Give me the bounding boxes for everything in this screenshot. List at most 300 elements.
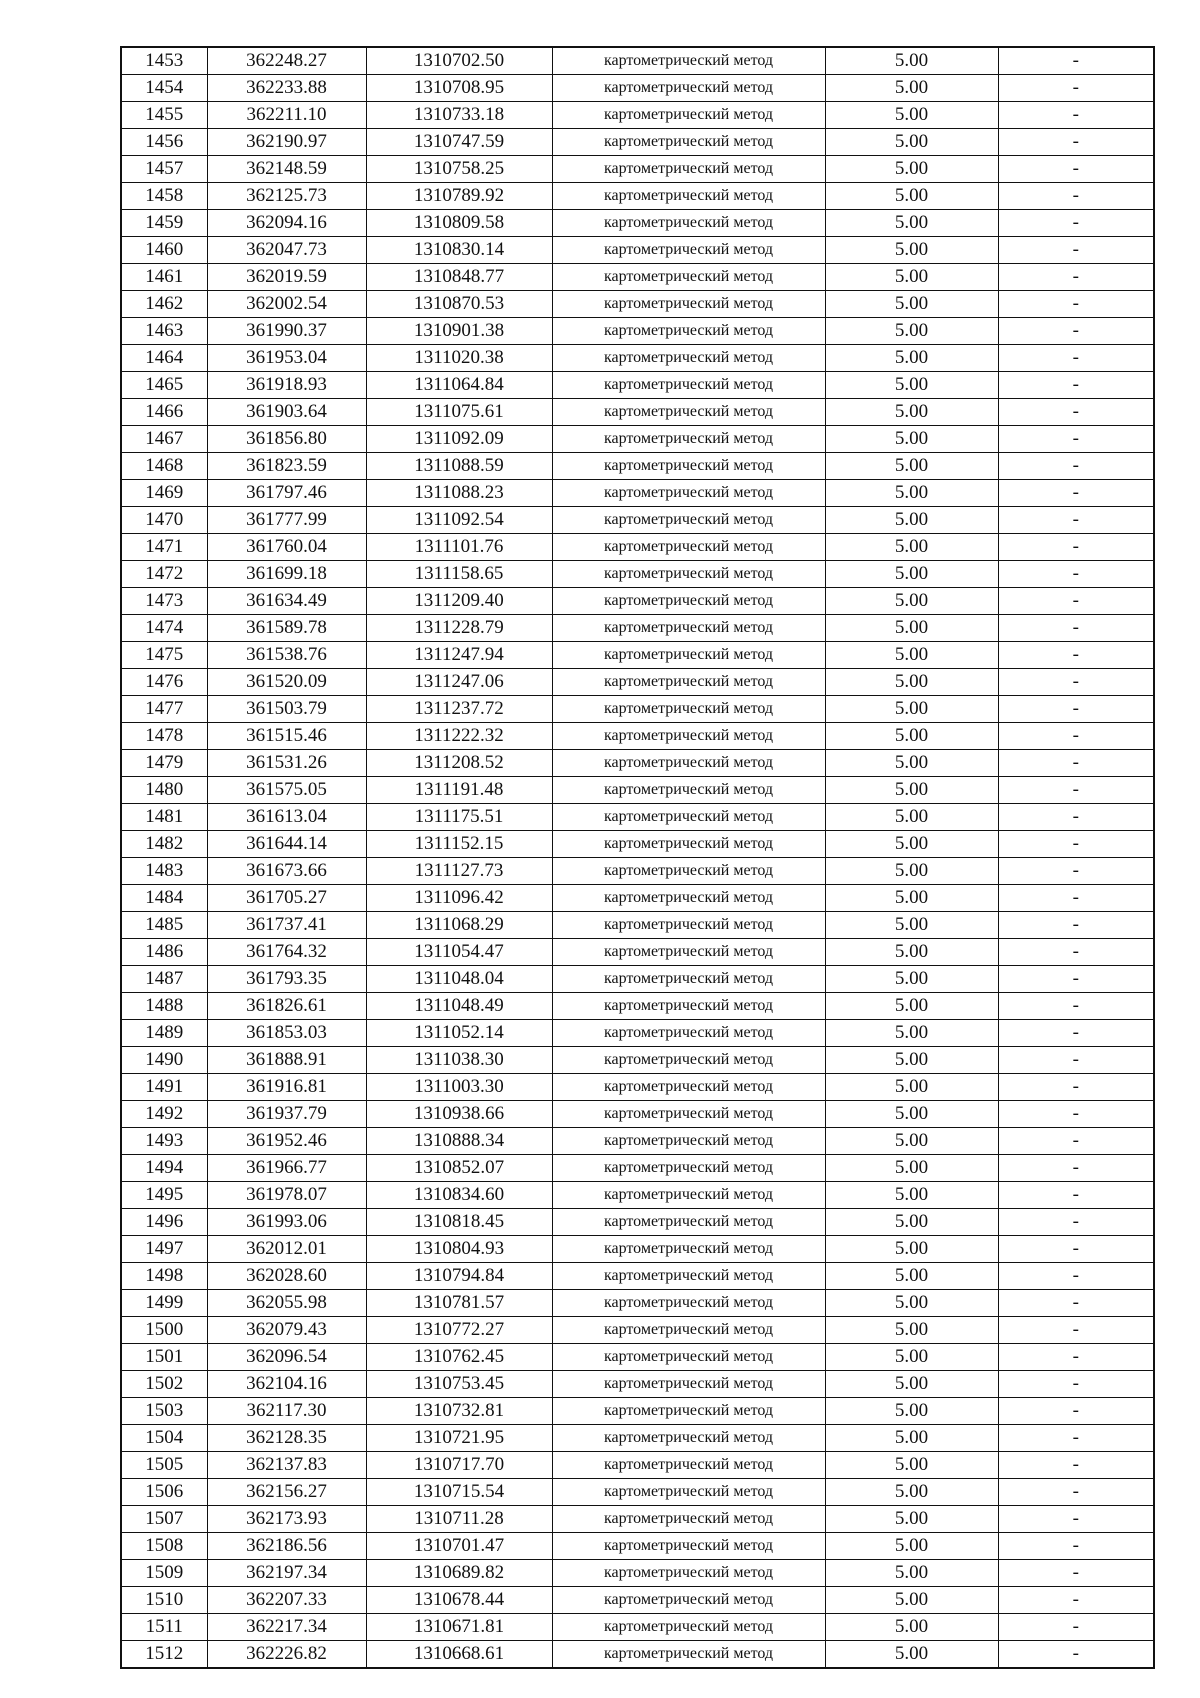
- point-number-cell: 1459: [121, 210, 207, 237]
- accuracy-cell: 5.00: [825, 696, 998, 723]
- y-coordinate-cell: 1310689.82: [366, 1560, 552, 1587]
- accuracy-cell: 5.00: [825, 723, 998, 750]
- point-number-cell: 1477: [121, 696, 207, 723]
- table-row: [121, 723, 1154, 750]
- method-cell: картометрический метод: [552, 1182, 825, 1209]
- method-cell: картометрический метод: [552, 939, 825, 966]
- method-cell: картометрический метод: [552, 696, 825, 723]
- point-number-cell: 1461: [121, 264, 207, 291]
- note-cell: -: [998, 129, 1154, 156]
- table-row: [121, 804, 1154, 831]
- accuracy-cell: 5.00: [825, 507, 998, 534]
- accuracy-cell: 5.00: [825, 1128, 998, 1155]
- table-row: [121, 777, 1154, 804]
- method-cell: картометрический метод: [552, 1344, 825, 1371]
- x-coordinate-cell: 362137.83: [207, 1452, 366, 1479]
- point-number-cell: 1453: [121, 47, 207, 75]
- accuracy-cell: 5.00: [825, 669, 998, 696]
- accuracy-cell: 5.00: [825, 1182, 998, 1209]
- note-cell: -: [998, 1290, 1154, 1317]
- method-cell: картометрический метод: [552, 1236, 825, 1263]
- table-row: [121, 129, 1154, 156]
- table-row: [121, 1479, 1154, 1506]
- method-cell: картометрический метод: [552, 426, 825, 453]
- point-number-cell: 1497: [121, 1236, 207, 1263]
- method-cell: картометрический метод: [552, 804, 825, 831]
- x-coordinate-cell: 361644.14: [207, 831, 366, 858]
- table-row: [121, 1506, 1154, 1533]
- point-number-cell: 1501: [121, 1344, 207, 1371]
- point-number-cell: 1509: [121, 1560, 207, 1587]
- table-row: [121, 264, 1154, 291]
- method-cell: картометрический метод: [552, 183, 825, 210]
- x-coordinate-cell: 361990.37: [207, 318, 366, 345]
- accuracy-cell: 5.00: [825, 264, 998, 291]
- x-coordinate-cell: 361853.03: [207, 1020, 366, 1047]
- x-coordinate-cell: 361673.66: [207, 858, 366, 885]
- table-row: [121, 1074, 1154, 1101]
- note-cell: -: [998, 615, 1154, 642]
- x-coordinate-cell: 361520.09: [207, 669, 366, 696]
- y-coordinate-cell: 1310721.95: [366, 1425, 552, 1452]
- table-body: [121, 47, 1154, 1668]
- accuracy-cell: 5.00: [825, 372, 998, 399]
- table-row: [121, 1155, 1154, 1182]
- table-row: [121, 1290, 1154, 1317]
- table-row: [121, 534, 1154, 561]
- method-cell: картометрический метод: [552, 1506, 825, 1533]
- point-number-cell: 1500: [121, 1317, 207, 1344]
- y-coordinate-cell: 1310772.27: [366, 1317, 552, 1344]
- method-cell: картометрический метод: [552, 1074, 825, 1101]
- note-cell: -: [998, 372, 1154, 399]
- table-row: [121, 75, 1154, 102]
- table-row: [121, 885, 1154, 912]
- point-number-cell: 1454: [121, 75, 207, 102]
- note-cell: -: [998, 588, 1154, 615]
- table-row: [121, 426, 1154, 453]
- y-coordinate-cell: 1310762.45: [366, 1344, 552, 1371]
- note-cell: -: [998, 939, 1154, 966]
- table-row: [121, 1020, 1154, 1047]
- x-coordinate-cell: 362217.34: [207, 1614, 366, 1641]
- table-row: [121, 1398, 1154, 1425]
- point-number-cell: 1503: [121, 1398, 207, 1425]
- accuracy-cell: 5.00: [825, 47, 998, 75]
- point-number-cell: 1476: [121, 669, 207, 696]
- accuracy-cell: 5.00: [825, 129, 998, 156]
- table-row: [121, 183, 1154, 210]
- point-number-cell: 1492: [121, 1101, 207, 1128]
- accuracy-cell: 5.00: [825, 858, 998, 885]
- table-row: [121, 696, 1154, 723]
- x-coordinate-cell: 362248.27: [207, 47, 366, 75]
- accuracy-cell: 5.00: [825, 939, 998, 966]
- method-cell: картометрический метод: [552, 669, 825, 696]
- method-cell: картометрический метод: [552, 993, 825, 1020]
- y-coordinate-cell: 1311209.40: [366, 588, 552, 615]
- accuracy-cell: 5.00: [825, 399, 998, 426]
- y-coordinate-cell: 1310870.53: [366, 291, 552, 318]
- y-coordinate-cell: 1311222.32: [366, 723, 552, 750]
- point-number-cell: 1475: [121, 642, 207, 669]
- table-row: [121, 318, 1154, 345]
- y-coordinate-cell: 1311158.65: [366, 561, 552, 588]
- x-coordinate-cell: 361575.05: [207, 777, 366, 804]
- method-cell: картометрический метод: [552, 480, 825, 507]
- note-cell: -: [998, 1263, 1154, 1290]
- accuracy-cell: 5.00: [825, 1425, 998, 1452]
- method-cell: картометрический метод: [552, 1047, 825, 1074]
- x-coordinate-cell: 361764.32: [207, 939, 366, 966]
- note-cell: -: [998, 885, 1154, 912]
- method-cell: картометрический метод: [552, 264, 825, 291]
- table-row: [121, 480, 1154, 507]
- table-row: [121, 1236, 1154, 1263]
- table-row: [121, 345, 1154, 372]
- note-cell: -: [998, 1128, 1154, 1155]
- accuracy-cell: 5.00: [825, 75, 998, 102]
- note-cell: -: [998, 1317, 1154, 1344]
- x-coordinate-cell: 361613.04: [207, 804, 366, 831]
- y-coordinate-cell: 1310781.57: [366, 1290, 552, 1317]
- x-coordinate-cell: 361978.07: [207, 1182, 366, 1209]
- x-coordinate-cell: 362207.33: [207, 1587, 366, 1614]
- point-number-cell: 1469: [121, 480, 207, 507]
- point-number-cell: 1511: [121, 1614, 207, 1641]
- method-cell: картометрический метод: [552, 831, 825, 858]
- y-coordinate-cell: 1310758.25: [366, 156, 552, 183]
- y-coordinate-cell: 1310804.93: [366, 1236, 552, 1263]
- y-coordinate-cell: 1311175.51: [366, 804, 552, 831]
- y-coordinate-cell: 1311096.42: [366, 885, 552, 912]
- method-cell: картометрический метод: [552, 966, 825, 993]
- table-row: [121, 1101, 1154, 1128]
- method-cell: картометрический метод: [552, 615, 825, 642]
- table-row: [121, 615, 1154, 642]
- x-coordinate-cell: 362047.73: [207, 237, 366, 264]
- y-coordinate-cell: 1310701.47: [366, 1533, 552, 1560]
- x-coordinate-cell: 362156.27: [207, 1479, 366, 1506]
- method-cell: картометрический метод: [552, 1614, 825, 1641]
- x-coordinate-cell: 362186.56: [207, 1533, 366, 1560]
- note-cell: -: [998, 912, 1154, 939]
- point-number-cell: 1507: [121, 1506, 207, 1533]
- y-coordinate-cell: 1310702.50: [366, 47, 552, 75]
- point-number-cell: 1467: [121, 426, 207, 453]
- x-coordinate-cell: 362104.16: [207, 1371, 366, 1398]
- point-number-cell: 1499: [121, 1290, 207, 1317]
- y-coordinate-cell: 1310708.95: [366, 75, 552, 102]
- y-coordinate-cell: 1310848.77: [366, 264, 552, 291]
- x-coordinate-cell: 362211.10: [207, 102, 366, 129]
- point-number-cell: 1506: [121, 1479, 207, 1506]
- method-cell: картометрический метод: [552, 1560, 825, 1587]
- table-row: [121, 237, 1154, 264]
- y-coordinate-cell: 1311064.84: [366, 372, 552, 399]
- x-coordinate-cell: 361797.46: [207, 480, 366, 507]
- method-cell: картометрический метод: [552, 1155, 825, 1182]
- table-row: [121, 372, 1154, 399]
- accuracy-cell: 5.00: [825, 642, 998, 669]
- point-number-cell: 1510: [121, 1587, 207, 1614]
- y-coordinate-cell: 1311208.52: [366, 750, 552, 777]
- accuracy-cell: 5.00: [825, 1587, 998, 1614]
- table-row: [121, 1587, 1154, 1614]
- table-row: [121, 210, 1154, 237]
- table-row: [121, 750, 1154, 777]
- method-cell: картометрический метод: [552, 453, 825, 480]
- note-cell: -: [998, 1587, 1154, 1614]
- x-coordinate-cell: 362226.82: [207, 1641, 366, 1669]
- point-number-cell: 1457: [121, 156, 207, 183]
- note-cell: -: [998, 1074, 1154, 1101]
- accuracy-cell: 5.00: [825, 588, 998, 615]
- x-coordinate-cell: 361531.26: [207, 750, 366, 777]
- point-number-cell: 1496: [121, 1209, 207, 1236]
- x-coordinate-cell: 362012.01: [207, 1236, 366, 1263]
- accuracy-cell: 5.00: [825, 237, 998, 264]
- method-cell: картометрический метод: [552, 1425, 825, 1452]
- point-number-cell: 1472: [121, 561, 207, 588]
- accuracy-cell: 5.00: [825, 318, 998, 345]
- method-cell: картометрический метод: [552, 1101, 825, 1128]
- note-cell: -: [998, 1155, 1154, 1182]
- table-row: [121, 1560, 1154, 1587]
- table-row: [121, 1614, 1154, 1641]
- accuracy-cell: 5.00: [825, 1533, 998, 1560]
- table-row: [121, 939, 1154, 966]
- note-cell: -: [998, 534, 1154, 561]
- y-coordinate-cell: 1310711.28: [366, 1506, 552, 1533]
- accuracy-cell: 5.00: [825, 1209, 998, 1236]
- x-coordinate-cell: 361952.46: [207, 1128, 366, 1155]
- table-row: [121, 1371, 1154, 1398]
- note-cell: -: [998, 858, 1154, 885]
- point-number-cell: 1495: [121, 1182, 207, 1209]
- accuracy-cell: 5.00: [825, 615, 998, 642]
- accuracy-cell: 5.00: [825, 1263, 998, 1290]
- y-coordinate-cell: 1311237.72: [366, 696, 552, 723]
- x-coordinate-cell: 361903.64: [207, 399, 366, 426]
- point-number-cell: 1460: [121, 237, 207, 264]
- method-cell: картометрический метод: [552, 534, 825, 561]
- point-number-cell: 1465: [121, 372, 207, 399]
- y-coordinate-cell: 1310789.92: [366, 183, 552, 210]
- accuracy-cell: 5.00: [825, 426, 998, 453]
- method-cell: картометрический метод: [552, 156, 825, 183]
- note-cell: -: [998, 345, 1154, 372]
- point-number-cell: 1470: [121, 507, 207, 534]
- table-row: [121, 47, 1154, 75]
- x-coordinate-cell: 361918.93: [207, 372, 366, 399]
- x-coordinate-cell: 362002.54: [207, 291, 366, 318]
- x-coordinate-cell: 362079.43: [207, 1317, 366, 1344]
- y-coordinate-cell: 1310938.66: [366, 1101, 552, 1128]
- table-row: [121, 1641, 1154, 1669]
- method-cell: картометрический метод: [552, 1128, 825, 1155]
- x-coordinate-cell: 361793.35: [207, 966, 366, 993]
- accuracy-cell: 5.00: [825, 1371, 998, 1398]
- method-cell: картометрический метод: [552, 102, 825, 129]
- method-cell: картометрический метод: [552, 399, 825, 426]
- y-coordinate-cell: 1311003.30: [366, 1074, 552, 1101]
- y-coordinate-cell: 1311068.29: [366, 912, 552, 939]
- note-cell: -: [998, 210, 1154, 237]
- table-row: [121, 669, 1154, 696]
- y-coordinate-cell: 1311052.14: [366, 1020, 552, 1047]
- accuracy-cell: 5.00: [825, 1398, 998, 1425]
- note-cell: -: [998, 831, 1154, 858]
- x-coordinate-cell: 361937.79: [207, 1101, 366, 1128]
- y-coordinate-cell: 1310834.60: [366, 1182, 552, 1209]
- accuracy-cell: 5.00: [825, 1047, 998, 1074]
- x-coordinate-cell: 361515.46: [207, 723, 366, 750]
- accuracy-cell: 5.00: [825, 345, 998, 372]
- table-row: [121, 831, 1154, 858]
- y-coordinate-cell: 1311048.49: [366, 993, 552, 1020]
- note-cell: -: [998, 480, 1154, 507]
- x-coordinate-cell: 361737.41: [207, 912, 366, 939]
- method-cell: картометрический метод: [552, 723, 825, 750]
- x-coordinate-cell: 362019.59: [207, 264, 366, 291]
- method-cell: картометрический метод: [552, 588, 825, 615]
- x-coordinate-cell: 362094.16: [207, 210, 366, 237]
- note-cell: -: [998, 102, 1154, 129]
- method-cell: картометрический метод: [552, 642, 825, 669]
- point-number-cell: 1491: [121, 1074, 207, 1101]
- method-cell: картометрический метод: [552, 1641, 825, 1669]
- note-cell: -: [998, 47, 1154, 75]
- accuracy-cell: 5.00: [825, 777, 998, 804]
- point-number-cell: 1473: [121, 588, 207, 615]
- point-number-cell: 1512: [121, 1641, 207, 1669]
- point-number-cell: 1456: [121, 129, 207, 156]
- point-number-cell: 1463: [121, 318, 207, 345]
- point-number-cell: 1455: [121, 102, 207, 129]
- note-cell: -: [998, 723, 1154, 750]
- y-coordinate-cell: 1311092.09: [366, 426, 552, 453]
- point-number-cell: 1468: [121, 453, 207, 480]
- method-cell: картометрический метод: [552, 561, 825, 588]
- point-number-cell: 1478: [121, 723, 207, 750]
- accuracy-cell: 5.00: [825, 1506, 998, 1533]
- note-cell: -: [998, 75, 1154, 102]
- note-cell: -: [998, 1425, 1154, 1452]
- accuracy-cell: 5.00: [825, 1155, 998, 1182]
- point-number-cell: 1481: [121, 804, 207, 831]
- accuracy-cell: 5.00: [825, 1452, 998, 1479]
- note-cell: -: [998, 1560, 1154, 1587]
- method-cell: картометрический метод: [552, 237, 825, 264]
- y-coordinate-cell: 1311088.23: [366, 480, 552, 507]
- table-row: [121, 1209, 1154, 1236]
- method-cell: картометрический метод: [552, 318, 825, 345]
- x-coordinate-cell: 362055.98: [207, 1290, 366, 1317]
- y-coordinate-cell: 1310715.54: [366, 1479, 552, 1506]
- table-row: [121, 453, 1154, 480]
- note-cell: -: [998, 291, 1154, 318]
- method-cell: картометрический метод: [552, 1371, 825, 1398]
- x-coordinate-cell: 361966.77: [207, 1155, 366, 1182]
- note-cell: -: [998, 156, 1154, 183]
- method-cell: картометрический метод: [552, 1587, 825, 1614]
- x-coordinate-cell: 362028.60: [207, 1263, 366, 1290]
- accuracy-cell: 5.00: [825, 912, 998, 939]
- x-coordinate-cell: 361777.99: [207, 507, 366, 534]
- note-cell: -: [998, 1506, 1154, 1533]
- x-coordinate-cell: 361699.18: [207, 561, 366, 588]
- method-cell: картометрический метод: [552, 858, 825, 885]
- y-coordinate-cell: 1311127.73: [366, 858, 552, 885]
- y-coordinate-cell: 1310830.14: [366, 237, 552, 264]
- method-cell: картометрический метод: [552, 210, 825, 237]
- note-cell: -: [998, 696, 1154, 723]
- point-number-cell: 1505: [121, 1452, 207, 1479]
- table-row: [121, 1344, 1154, 1371]
- note-cell: -: [998, 966, 1154, 993]
- y-coordinate-cell: 1310733.18: [366, 102, 552, 129]
- point-number-cell: 1488: [121, 993, 207, 1020]
- accuracy-cell: 5.00: [825, 1236, 998, 1263]
- accuracy-cell: 5.00: [825, 966, 998, 993]
- method-cell: картометрический метод: [552, 75, 825, 102]
- point-number-cell: 1466: [121, 399, 207, 426]
- point-number-cell: 1471: [121, 534, 207, 561]
- method-cell: картометрический метод: [552, 1452, 825, 1479]
- note-cell: -: [998, 318, 1154, 345]
- y-coordinate-cell: 1310794.84: [366, 1263, 552, 1290]
- accuracy-cell: 5.00: [825, 993, 998, 1020]
- x-coordinate-cell: 362125.73: [207, 183, 366, 210]
- accuracy-cell: 5.00: [825, 885, 998, 912]
- table-row: [121, 1263, 1154, 1290]
- point-number-cell: 1483: [121, 858, 207, 885]
- point-number-cell: 1508: [121, 1533, 207, 1560]
- accuracy-cell: 5.00: [825, 534, 998, 561]
- method-cell: картометрический метод: [552, 507, 825, 534]
- note-cell: -: [998, 993, 1154, 1020]
- table-row: [121, 1128, 1154, 1155]
- method-cell: картометрический метод: [552, 885, 825, 912]
- table-row: [121, 507, 1154, 534]
- accuracy-cell: 5.00: [825, 453, 998, 480]
- table-row: [121, 1317, 1154, 1344]
- table-row: [121, 858, 1154, 885]
- accuracy-cell: 5.00: [825, 831, 998, 858]
- note-cell: -: [998, 1344, 1154, 1371]
- point-number-cell: 1489: [121, 1020, 207, 1047]
- accuracy-cell: 5.00: [825, 561, 998, 588]
- note-cell: -: [998, 1182, 1154, 1209]
- table-row: [121, 1425, 1154, 1452]
- note-cell: -: [998, 183, 1154, 210]
- table-row: [121, 1533, 1154, 1560]
- note-cell: -: [998, 1101, 1154, 1128]
- method-cell: картометрический метод: [552, 1263, 825, 1290]
- y-coordinate-cell: 1310668.61: [366, 1641, 552, 1669]
- table-row: [121, 588, 1154, 615]
- note-cell: -: [998, 561, 1154, 588]
- accuracy-cell: 5.00: [825, 1641, 998, 1669]
- note-cell: -: [998, 1371, 1154, 1398]
- note-cell: -: [998, 426, 1154, 453]
- table-row: [121, 156, 1154, 183]
- note-cell: -: [998, 1614, 1154, 1641]
- accuracy-cell: 5.00: [825, 1290, 998, 1317]
- accuracy-cell: 5.00: [825, 1344, 998, 1371]
- table-row: [121, 561, 1154, 588]
